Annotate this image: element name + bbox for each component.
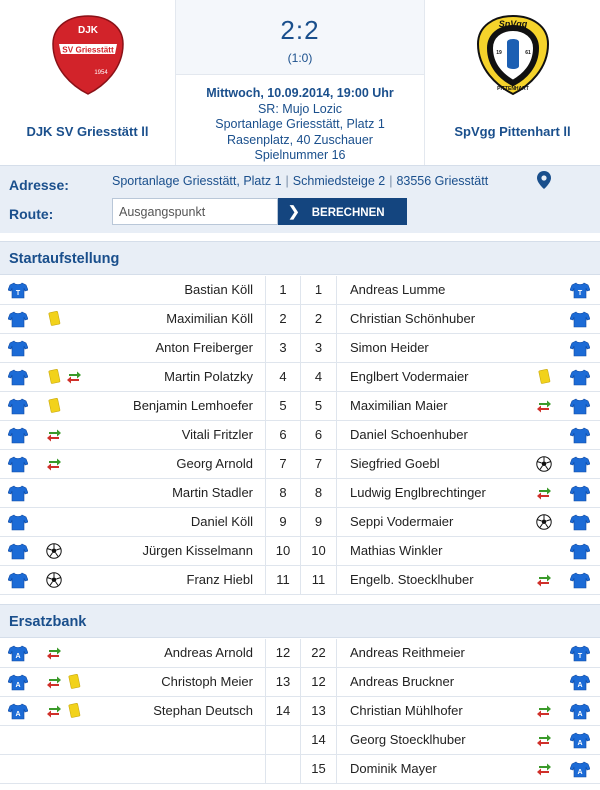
away-player-cell <box>337 305 600 333</box>
away-player-cell <box>337 363 600 391</box>
jersey-icon <box>570 732 590 749</box>
away-shirt-number: 1 <box>314 282 323 297</box>
away-shirt-number-cell <box>301 566 337 594</box>
home-shirt-number: 11 <box>276 572 290 587</box>
home-player-cell <box>0 537 265 565</box>
away-player-name[interactable]: Georg Stoecklhuber <box>350 732 466 747</box>
home-player-name[interactable]: Martin Polatzky <box>164 369 253 384</box>
away-player-name[interactable]: Engelb. Stoecklhuber <box>350 572 474 587</box>
home-player-cell <box>0 334 265 362</box>
home-shirt-number: 1 <box>279 282 287 297</box>
jersey-icon <box>8 311 28 328</box>
jersey-icon <box>570 761 590 778</box>
home-player-name[interactable]: Daniel Köll <box>190 514 253 529</box>
away-player-name[interactable]: Christian Mühlhofer <box>350 703 463 718</box>
away-shirt-number: 2 <box>314 311 323 326</box>
away-player-name[interactable]: Christian Schönhuber <box>350 311 476 326</box>
jersey-icon <box>570 340 590 357</box>
home-player-name[interactable]: Jürgen Kisselmann <box>142 543 253 558</box>
away-shirt-number-cell <box>301 305 337 333</box>
goal-ball-icon <box>46 543 62 559</box>
match-info <box>176 86 424 164</box>
home-shirt-number-cell <box>265 450 301 478</box>
away-shirt-number: 9 <box>314 514 323 529</box>
away-shirt-number-cell <box>301 537 337 565</box>
away-shirt-number-cell <box>301 668 337 696</box>
home-shirt-number: 14 <box>275 703 291 718</box>
svg-text:SpVgg: SpVgg <box>498 19 527 29</box>
home-shirt-number-cell <box>265 276 301 304</box>
home-player-cell <box>0 566 265 594</box>
jersey-icon <box>570 398 590 415</box>
score-box <box>176 0 424 75</box>
home-player-name[interactable]: Anton Freiberger <box>155 340 253 355</box>
away-player-cell <box>337 508 600 536</box>
svg-text:A: A <box>15 653 21 660</box>
address-line <box>112 174 488 188</box>
yellow-card-icon <box>46 311 62 327</box>
svg-text:A: A <box>15 682 21 689</box>
table-row <box>0 450 600 479</box>
home-shirt-number-cell <box>265 639 301 667</box>
home-player-cell <box>0 508 265 536</box>
away-shirt-number-cell <box>301 392 337 420</box>
jersey-icon <box>8 340 28 357</box>
substitution-icon <box>46 645 62 661</box>
away-player-name[interactable]: Simon Heider <box>350 340 429 355</box>
substitution-icon <box>46 456 62 472</box>
substitution-icon <box>536 703 552 719</box>
jersey-icon <box>8 456 28 473</box>
table-row <box>0 421 600 450</box>
address-city: 83556 Griesstätt <box>396 174 489 188</box>
home-shirt-number-cell <box>265 697 301 725</box>
svg-text:SV Griesstätt: SV Griesstätt <box>61 45 114 55</box>
substitution-icon <box>46 674 62 690</box>
jersey-icon <box>570 703 590 720</box>
jersey-icon <box>8 485 28 502</box>
jersey-icon <box>8 543 28 560</box>
home-player-cell <box>0 421 265 449</box>
svg-text:PITTENHART: PITTENHART <box>496 86 529 92</box>
jersey-icon <box>8 282 28 299</box>
jersey-icon <box>8 369 28 386</box>
home-shirt-number: 8 <box>279 485 287 500</box>
away-shirt-number-cell <box>301 508 337 536</box>
svg-text:DJK: DJK <box>77 25 98 36</box>
jersey-icon <box>570 514 590 531</box>
away-player-cell <box>337 450 600 478</box>
home-player-name[interactable]: Martin Stadler <box>172 485 253 500</box>
calculate-route-button[interactable] <box>278 198 407 225</box>
away-player-cell <box>337 276 600 304</box>
svg-text:A: A <box>577 682 583 689</box>
home-shirt-number: 12 <box>275 645 291 660</box>
table-row <box>0 392 600 421</box>
table-row <box>0 726 600 755</box>
away-shirt-number: 12 <box>311 674 326 689</box>
substitution-icon <box>66 369 82 385</box>
away-shirt-number: 6 <box>314 427 323 442</box>
home-player-cell <box>0 392 265 420</box>
jersey-icon <box>570 427 590 444</box>
home-shirt-number: 7 <box>279 456 287 471</box>
away-shirt-number: 4 <box>314 369 323 384</box>
away-player-cell <box>337 755 600 783</box>
jersey-icon <box>570 645 590 662</box>
map-pin-icon[interactable] <box>537 171 551 189</box>
surface-attendance: Rasenplatz, 40 Zuschauer <box>227 132 373 147</box>
jersey-icon <box>570 311 590 328</box>
venue: Sportanlage Griesstätt, Platz 1 <box>215 117 385 131</box>
away-player-name[interactable]: Andreas Bruckner <box>350 674 455 689</box>
svg-text:T: T <box>577 290 583 297</box>
svg-text:A: A <box>577 711 583 718</box>
jersey-icon <box>8 674 28 691</box>
home-shirt-number-cell <box>265 421 301 449</box>
away-player-name[interactable]: Mathias Winkler <box>350 543 443 558</box>
address-bar <box>0 165 600 233</box>
address-venue: Sportanlage Griesstätt, Platz 1 <box>112 174 282 188</box>
final-score: 2:2 <box>280 15 320 45</box>
svg-text:T: T <box>15 290 21 297</box>
away-team[interactable] <box>425 0 600 165</box>
table-row <box>0 697 600 726</box>
home-player-name[interactable]: Georg Arnold <box>176 456 253 471</box>
away-player-cell <box>337 479 600 507</box>
route-label: Route: <box>9 206 54 222</box>
home-player-cell <box>0 276 265 304</box>
substitution-icon <box>536 761 552 777</box>
home-shirt-number: 5 <box>279 398 287 413</box>
home-shirt-number: 4 <box>279 369 287 384</box>
away-shirt-number-cell <box>301 726 337 754</box>
away-shirt-number-cell <box>301 479 337 507</box>
away-player-cell <box>337 566 600 594</box>
home-player-cell <box>0 668 265 696</box>
home-player-cell <box>0 479 265 507</box>
jersey-icon <box>8 703 28 720</box>
chevron-right-icon: ❯ <box>288 203 300 219</box>
table-row <box>0 276 600 305</box>
home-player-name[interactable]: Stephan Deutsch <box>153 703 253 718</box>
away-player-cell <box>337 537 600 565</box>
away-shirt-number-cell <box>301 450 337 478</box>
away-player-name[interactable]: Daniel Schoenhuber <box>350 427 468 442</box>
table-row <box>0 363 600 392</box>
table-row <box>0 755 600 784</box>
away-shirt-number: 7 <box>314 456 323 471</box>
away-shirt-number-cell <box>301 363 337 391</box>
substitution-icon <box>536 485 552 501</box>
address-label: Adresse: <box>9 177 69 193</box>
away-player-cell <box>337 392 600 420</box>
home-player-cell <box>0 363 265 391</box>
svg-text:A: A <box>577 740 583 747</box>
substitution-icon <box>46 427 62 443</box>
away-shirt-number-cell <box>301 755 337 783</box>
yellow-card-icon <box>46 398 62 414</box>
home-player-name[interactable]: Benjamin Lemhoefer <box>133 398 253 413</box>
jersey-icon <box>570 282 590 299</box>
substitution-icon <box>536 732 552 748</box>
away-shirt-number-cell <box>301 421 337 449</box>
away-shirt-number-cell <box>301 639 337 667</box>
away-player-cell <box>337 697 600 725</box>
home-player-cell <box>0 305 265 333</box>
away-player-name[interactable]: Andreas Reithmeier <box>350 645 465 660</box>
table-row <box>0 479 600 508</box>
goal-ball-icon <box>536 456 552 472</box>
away-player-name[interactable]: Andreas Lumme <box>350 282 446 297</box>
yellow-card-icon <box>66 703 82 719</box>
goal-ball-icon <box>46 572 62 588</box>
substitution-icon <box>536 572 552 588</box>
away-player-name[interactable]: Dominik Mayer <box>350 761 437 776</box>
away-shirt-number: 14 <box>311 732 326 747</box>
away-player-name[interactable]: Siegfried Goebl <box>350 456 440 471</box>
away-shirt-number: 15 <box>311 761 326 776</box>
home-shirt-number-cell <box>265 479 301 507</box>
halftime-score: (1:0) <box>287 51 313 65</box>
svg-text:19: 19 <box>495 50 502 56</box>
home-player-name[interactable]: Maximilian Köll <box>166 311 253 326</box>
away-shirt-number: 13 <box>311 703 326 718</box>
away-shirt-number: 3 <box>314 340 323 355</box>
home-player-cell <box>0 726 265 754</box>
address-separator: | <box>389 174 393 188</box>
jersey-icon <box>8 427 28 444</box>
lineup-table <box>0 276 600 595</box>
lineup-title: Startaufstellung <box>9 251 120 267</box>
home-shirt-number-cell <box>265 726 301 754</box>
home-player-name[interactable]: Franz Hiebl <box>186 572 253 587</box>
home-shirt-number-cell <box>265 755 301 783</box>
jersey-icon <box>8 398 28 415</box>
home-shirt-number-cell <box>265 537 301 565</box>
jersey-icon <box>8 645 28 662</box>
home-shirt-number: 6 <box>279 427 287 442</box>
home-shirt-number-cell <box>265 392 301 420</box>
substitution-icon <box>536 398 552 414</box>
home-team-crest <box>49 14 127 96</box>
away-player-cell <box>337 421 600 449</box>
goal-ball-icon <box>536 514 552 530</box>
table-row <box>0 639 600 668</box>
away-team-crest <box>474 14 552 96</box>
home-shirt-number-cell <box>265 566 301 594</box>
home-player-cell <box>0 697 265 725</box>
away-player-name[interactable]: Maximilian Maier <box>350 398 448 413</box>
lineup-section-header <box>0 241 600 275</box>
away-team-name[interactable]: SpVgg Pittenhart ll <box>454 124 571 139</box>
bench-title: Ersatzbank <box>9 614 87 630</box>
away-shirt-number: 5 <box>314 398 323 413</box>
jersey-icon <box>570 572 590 589</box>
away-player-cell <box>337 639 600 667</box>
home-shirt-number: 2 <box>279 311 287 326</box>
svg-text:61: 61 <box>524 50 531 56</box>
match-header <box>0 0 600 165</box>
svg-text:A: A <box>577 769 583 776</box>
away-player-cell <box>337 668 600 696</box>
away-player-cell <box>337 334 600 362</box>
home-player-cell <box>0 755 265 783</box>
match-number: Spielnummer 16 <box>254 148 346 162</box>
away-player-name[interactable]: Seppi Vodermaier <box>350 514 454 529</box>
bench-table <box>0 639 600 784</box>
away-shirt-number: 22 <box>311 645 326 660</box>
home-player-name[interactable]: Christoph Meier <box>161 674 253 689</box>
svg-text:A: A <box>15 711 21 718</box>
home-player-cell <box>0 450 265 478</box>
home-shirt-number-cell <box>265 363 301 391</box>
table-row <box>0 566 600 595</box>
svg-text:1954: 1954 <box>93 70 108 76</box>
home-shirt-number-cell <box>265 334 301 362</box>
home-player-name[interactable]: Vitali Fritzler <box>181 427 253 442</box>
home-team[interactable] <box>0 0 175 165</box>
home-player-name[interactable]: Andreas Arnold <box>164 645 253 660</box>
away-shirt-number: 10 <box>311 543 326 558</box>
bench-section-header <box>0 604 600 638</box>
away-shirt-number-cell <box>301 697 337 725</box>
home-player-cell <box>0 639 265 667</box>
home-shirt-number: 3 <box>279 340 287 355</box>
jersey-icon <box>8 572 28 589</box>
referee: SR: Mujo Lozic <box>257 101 343 116</box>
home-shirt-number-cell <box>265 508 301 536</box>
home-team-name[interactable]: DJK SV Griesstätt ll <box>26 124 149 139</box>
away-shirt-number: 8 <box>314 485 323 500</box>
away-player-name[interactable]: Englbert Vodermaier <box>350 369 469 384</box>
table-row <box>0 668 600 697</box>
table-row <box>0 537 600 566</box>
jersey-icon <box>570 369 590 386</box>
home-shirt-number: 9 <box>279 514 287 529</box>
jersey-icon <box>570 543 590 560</box>
jersey-icon <box>570 485 590 502</box>
address-separator: | <box>285 174 289 188</box>
away-shirt-number: 11 <box>311 572 326 587</box>
yellow-card-icon <box>46 369 62 385</box>
jersey-icon <box>570 674 590 691</box>
match-center <box>175 0 425 165</box>
substitution-icon <box>46 703 62 719</box>
home-player-name[interactable]: Bastian Köll <box>184 282 253 297</box>
table-row <box>0 508 600 537</box>
address-street: Schmiedsteige 2 <box>292 174 386 188</box>
away-shirt-number-cell <box>301 334 337 362</box>
yellow-card-icon <box>66 674 82 690</box>
home-shirt-number-cell <box>265 305 301 333</box>
jersey-icon <box>8 514 28 531</box>
home-shirt-number-cell <box>265 668 301 696</box>
table-row <box>0 305 600 334</box>
yellow-card-icon <box>536 369 552 385</box>
home-shirt-number: 10 <box>275 543 291 558</box>
calculate-route-label: BERECHNEN <box>311 207 385 219</box>
table-row <box>0 334 600 363</box>
match-date: Mittwoch, 10.09.2014, 19:00 Uhr <box>206 86 394 100</box>
away-shirt-number-cell <box>301 276 337 304</box>
home-shirt-number: 13 <box>275 674 291 689</box>
svg-text:T: T <box>577 653 583 660</box>
route-start-input[interactable] <box>112 198 278 225</box>
away-player-cell <box>337 726 600 754</box>
jersey-icon <box>570 456 590 473</box>
away-player-name[interactable]: Ludwig Englbrechtinger <box>350 485 486 500</box>
